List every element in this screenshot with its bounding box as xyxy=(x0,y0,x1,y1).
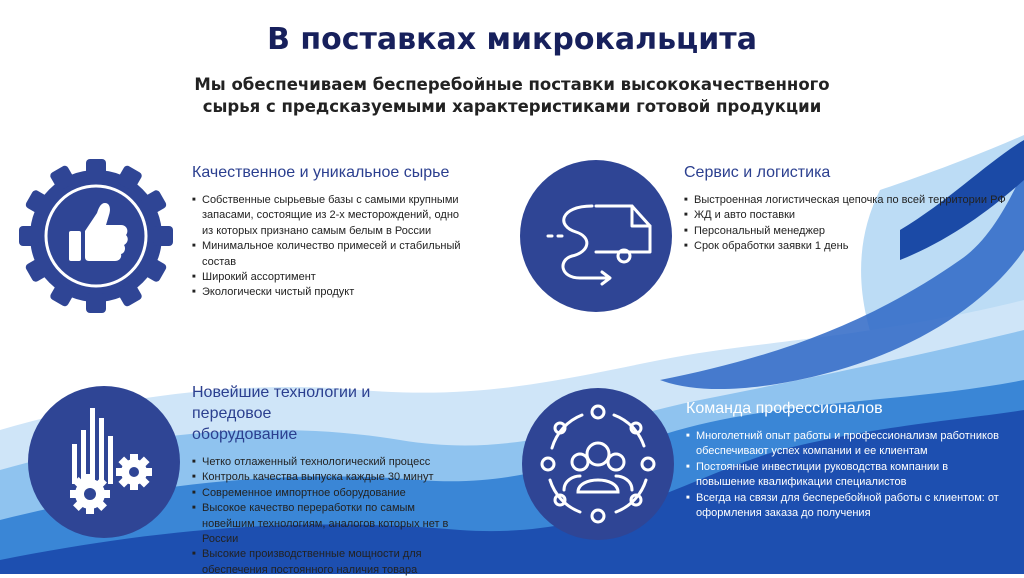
section-heading-line-2: оборудование xyxy=(192,426,298,443)
list-item: ■ Экологически чистый продукт xyxy=(202,285,472,300)
page-subtitle xyxy=(140,74,884,118)
list-item: ■ Высокое качество переработки по самым новейшим технологиям, аналогов которых нет в России xyxy=(202,501,452,547)
list-item: ■ Срок обработки заявки 1 день xyxy=(694,239,1014,254)
list-item: ■ Постоянные инвестиции руководства компании в повышение квалификации специалистов xyxy=(696,460,1006,491)
section-list xyxy=(192,455,452,578)
list-item: ■ Контроль качества выпуска каждые 30 минут xyxy=(202,470,452,485)
section-quality xyxy=(192,162,472,301)
list-item: ■ Многолетний опыт работы и профессионализм работников обеспечивают успех компании и ее клиентам xyxy=(696,429,1006,460)
list-item: ■ ЖД и авто поставки xyxy=(694,208,1014,223)
list-item: ■ Собственные сырьевые базы с самыми крупными запасами, состоящие из 2-х месторождений, одно из которых признано самым белым в России xyxy=(202,193,472,239)
subtitle-line-2: сырья с предсказуемыми характеристиками готовой продукции xyxy=(202,97,822,116)
section-heading-line-1: Новейшие технологии и передовое xyxy=(192,384,371,422)
section-heading: Качественное и уникальное сырье xyxy=(192,164,450,181)
section-list xyxy=(192,193,472,301)
section-heading: Сервис и логистика xyxy=(684,164,831,181)
list-item: ■ Персональный менеджер xyxy=(694,224,1014,239)
section-heading: Команда профессионалов xyxy=(686,400,883,417)
section-list xyxy=(684,193,1014,255)
subtitle-line-1: Мы обеспечиваем бесперебойные поставки высококачественного xyxy=(194,75,830,94)
section-list xyxy=(686,429,1006,521)
delivery-truck-icon xyxy=(520,160,672,312)
list-item: ■ Четко отлаженный технологический процесс xyxy=(202,455,452,470)
list-item: ■ Широкий ассортимент xyxy=(202,270,472,285)
thumbs-up-icon xyxy=(17,157,175,315)
list-item: ■ Всегда на связи для бесперебойной работы с клиентом: от оформления заказа до получения xyxy=(696,491,1006,522)
section-technology xyxy=(192,382,452,578)
list-item: ■ Современное импортное оборудование xyxy=(202,486,452,501)
gears-chart-icon xyxy=(28,386,180,538)
section-team xyxy=(686,398,1006,521)
section-logistics xyxy=(684,162,1014,255)
section-heading xyxy=(192,382,452,445)
team-network-icon xyxy=(522,388,674,540)
page-title: В поставках микрокальцита xyxy=(267,22,757,57)
list-item: ■ Минимальное количество примесей и стабильный состав xyxy=(202,239,472,270)
list-item: ■ Выстроенная логистическая цепочка по всей территории РФ xyxy=(694,193,1014,208)
list-item: ■ Высокие производственные мощности для обеспечения постоянного наличия товара xyxy=(202,547,452,578)
